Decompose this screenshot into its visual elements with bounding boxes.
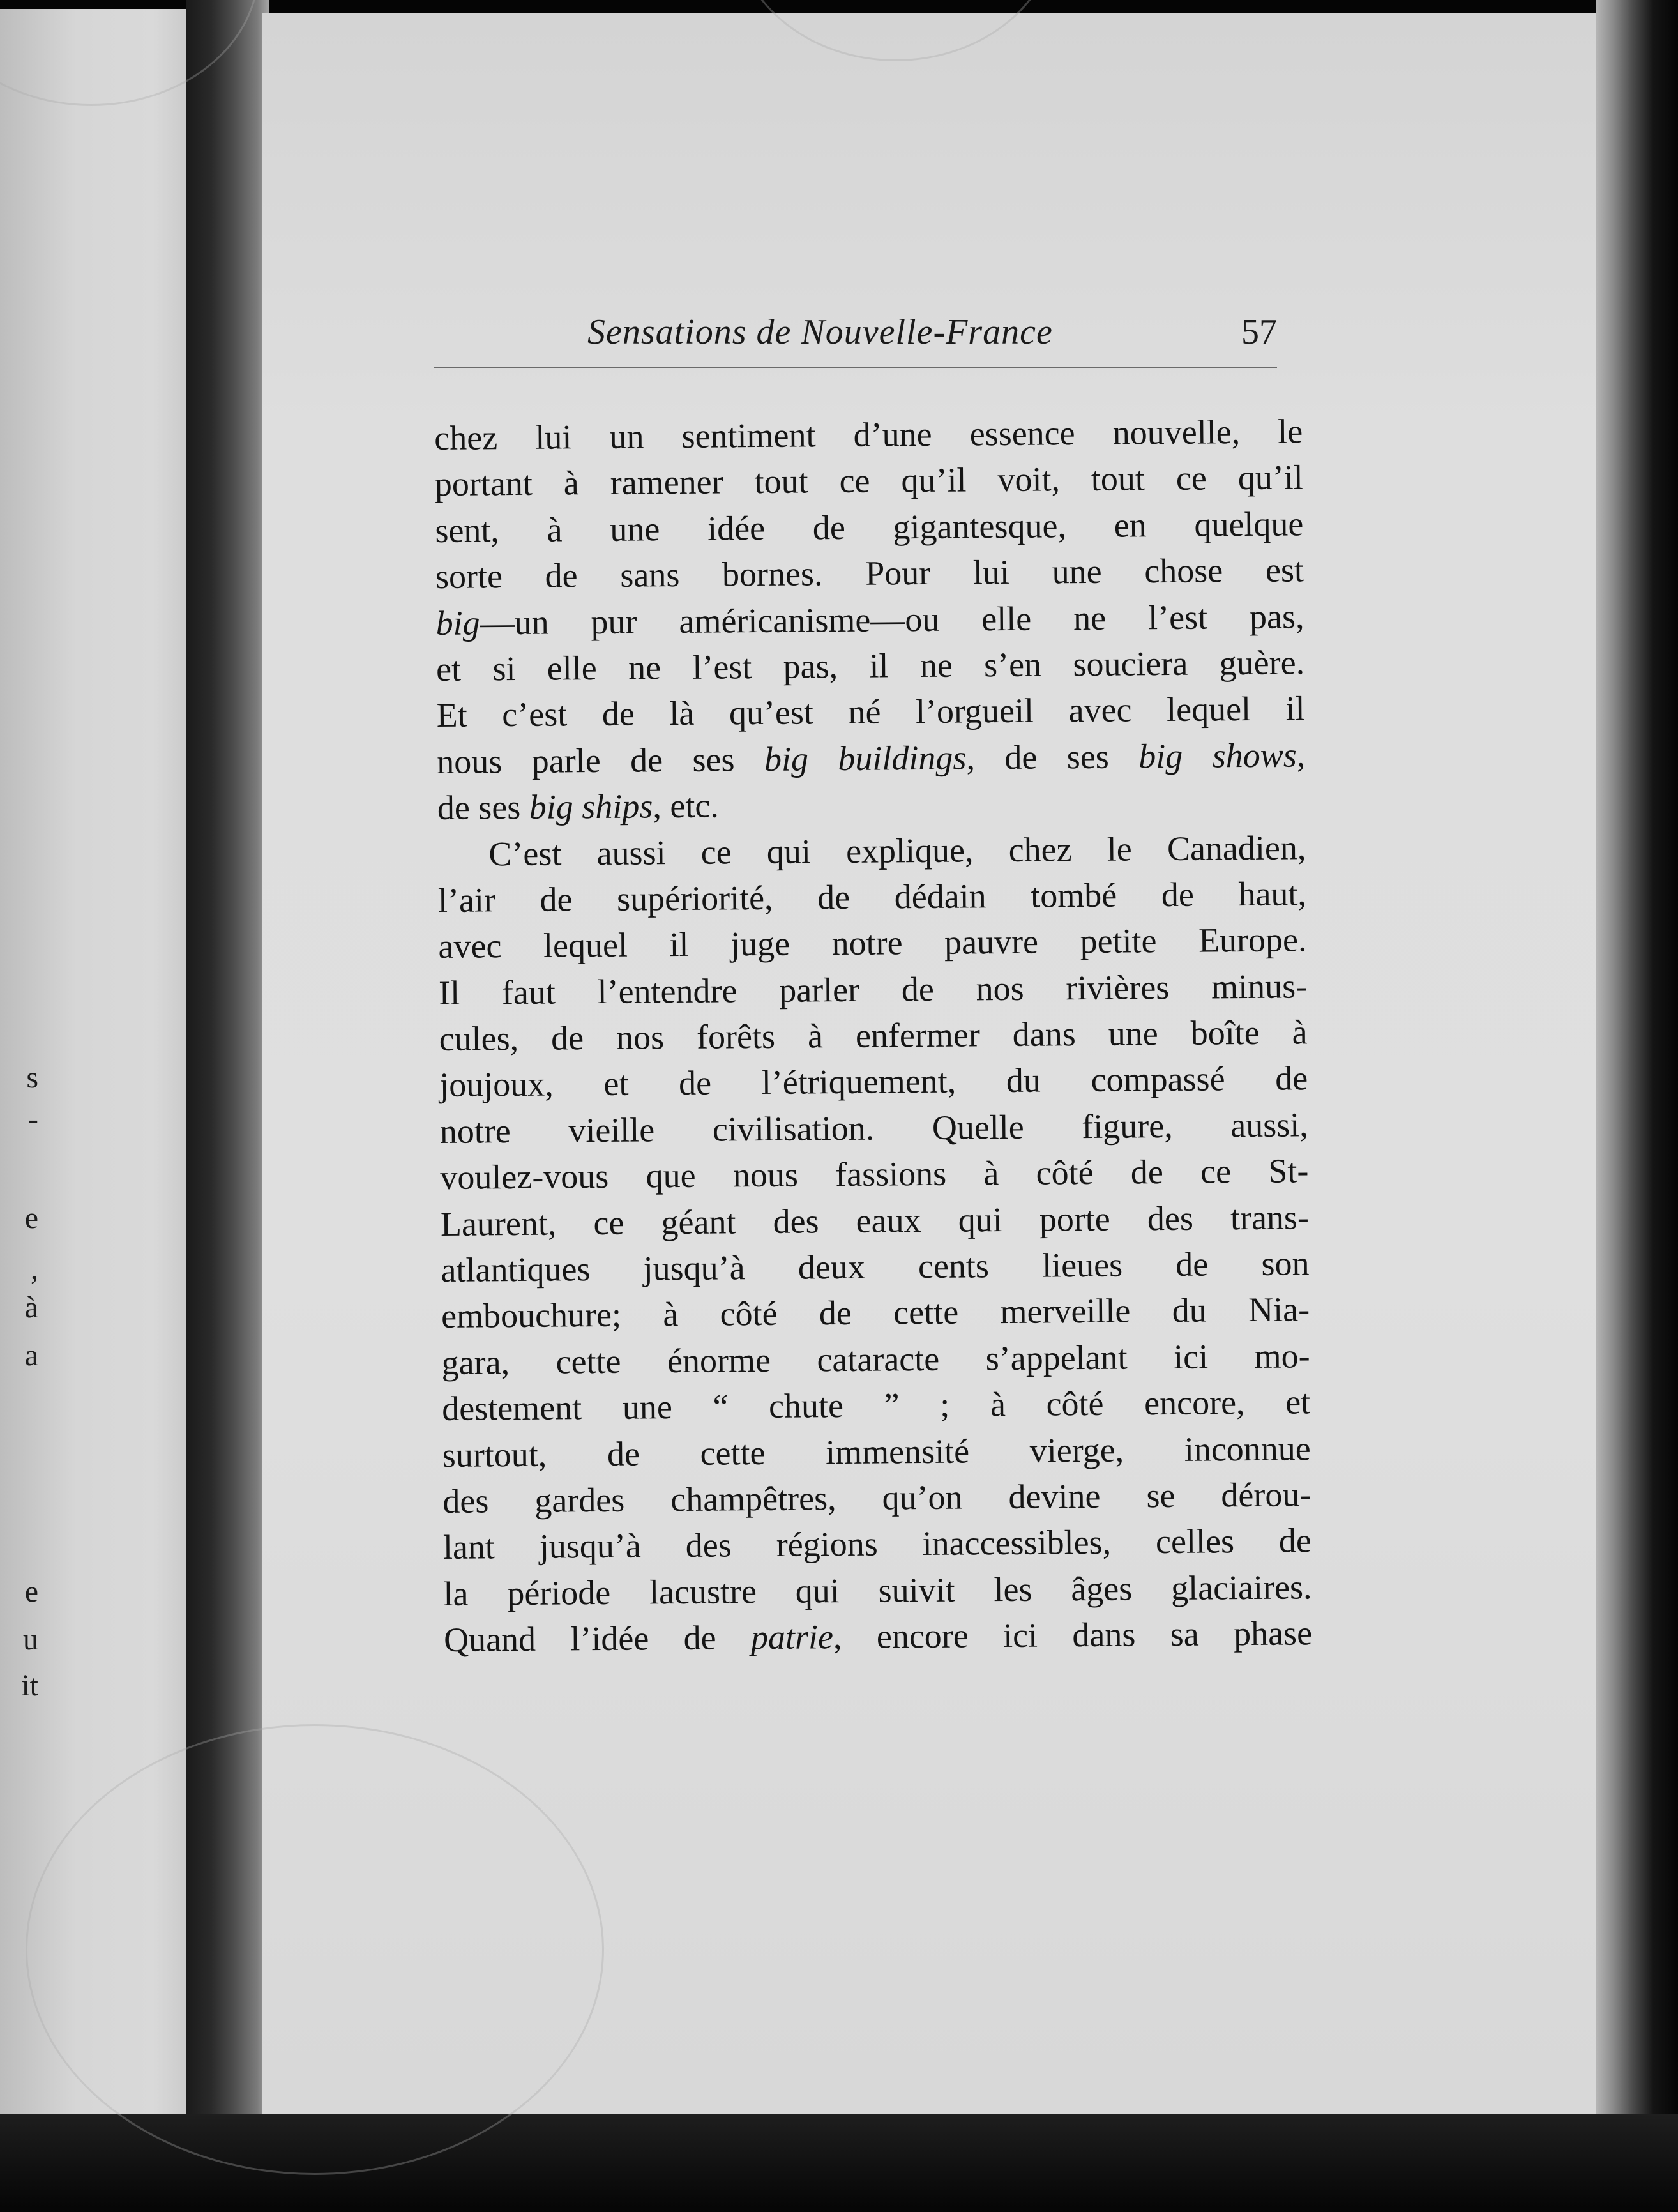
running-head: Sensations de Nouvelle-France bbox=[587, 312, 1053, 352]
text-line: des gardes champêtres, qu’on devine se dérou- bbox=[442, 1475, 1311, 1520]
left-fragment: u bbox=[23, 1623, 38, 1656]
text-line: sent, à une idée de gigantesque, en quelque bbox=[435, 504, 1304, 550]
page-number: 57 bbox=[1241, 312, 1277, 352]
page-header bbox=[434, 312, 1277, 363]
text-line: gara, cette énorme cataracte s’appelant ici mo- bbox=[441, 1337, 1310, 1382]
text-line: voulez-vous que nous fassions à côté de ce St- bbox=[440, 1151, 1309, 1197]
left-fragment: - bbox=[28, 1102, 38, 1136]
text-line: Et c’est de là qu’est né l’orgueil avec lequel il bbox=[436, 689, 1305, 735]
right-page-edge bbox=[1596, 0, 1678, 2212]
left-fragment: à bbox=[24, 1291, 38, 1324]
body-text bbox=[434, 408, 1312, 1663]
left-fragment: e bbox=[24, 1201, 38, 1235]
text-line: lant jusqu’à des régions inaccessibles, celles de bbox=[442, 1521, 1312, 1567]
text-line: C’est aussi ce qui explique, chez le Canadien, bbox=[488, 828, 1306, 873]
header-rule bbox=[434, 367, 1277, 368]
text-line: de ses big ships, etc. bbox=[437, 786, 720, 828]
text-line: l’air de supériorité, de dédain tombé de haut, bbox=[437, 874, 1307, 920]
text-line: Quand l’idée de patrie, encore ici dans sa phase bbox=[443, 1614, 1313, 1660]
text-line: la période lacustre qui suivit les âges glaciaires. bbox=[443, 1568, 1312, 1613]
text-line: portant à ramener tout ce qu’il voit, tout ce qu’il bbox=[434, 458, 1304, 504]
text-line: sorte de sans bornes. Pour lui une chose est bbox=[435, 550, 1304, 596]
text-line: Laurent, ce géant des eaux qui porte des trans- bbox=[440, 1197, 1310, 1243]
text-line: et si elle ne l’est pas, il ne s’en souciera guère. bbox=[435, 643, 1305, 688]
text-line: Il faut l’entendre parler de nos rivières minus- bbox=[438, 966, 1308, 1012]
text-line: nous parle de ses big buildings, de ses big shows, bbox=[437, 736, 1306, 781]
left-fragment: e bbox=[24, 1575, 38, 1609]
text-line: chez lui un sentiment d’une essence nouvelle, le bbox=[434, 412, 1303, 457]
left-fragment: , bbox=[31, 1252, 38, 1286]
text-line: atlantiques jusqu’à deux cents lieues de son bbox=[441, 1244, 1310, 1289]
text-line: notre vieille civilisation. Quelle figure, aussi, bbox=[439, 1105, 1309, 1151]
left-fragment: it bbox=[21, 1669, 38, 1702]
text-line: embouchure; à côté de cette merveille du Nia- bbox=[441, 1290, 1310, 1336]
left-fragment: s bbox=[26, 1061, 38, 1095]
text-line: cules, de nos forêts à enfermer dans une boîte à bbox=[439, 1013, 1308, 1059]
water-stain bbox=[26, 1724, 604, 2175]
text-line: avec lequel il juge notre pauvre petite Europe. bbox=[438, 920, 1307, 966]
text-line: surtout, de cette immensité vierge, inconnue bbox=[442, 1428, 1311, 1474]
left-fragment: a bbox=[24, 1338, 38, 1372]
left-page-text-fragments bbox=[0, 0, 38, 2171]
text-line: big—un pur américanisme—ou elle ne l’est pas, bbox=[435, 596, 1304, 642]
text-line: joujoux, et de l’étriquement, du compassé de bbox=[439, 1059, 1308, 1105]
text-line: destement une “ chute ” ; à côté encore, et bbox=[441, 1382, 1311, 1428]
